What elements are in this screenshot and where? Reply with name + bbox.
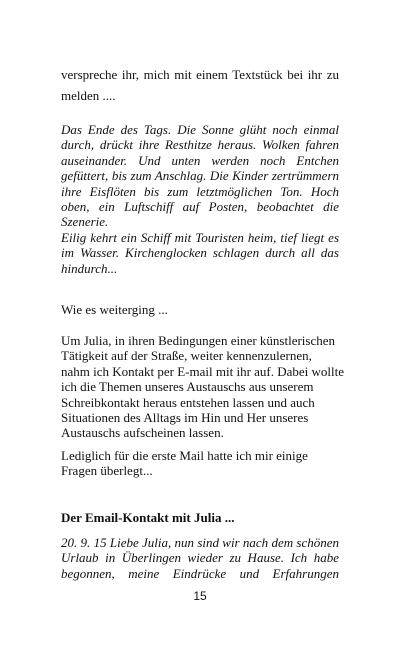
text-line: Szenerie. — [61, 214, 109, 230]
text-line: gefüttert, bis zum Anschlag. Die Kinder zertrümmern — [61, 168, 339, 184]
opening-paragraph — [61, 64, 339, 106]
text-line: Fragen überlegt... — [61, 463, 153, 479]
italic-passage — [61, 122, 339, 276]
paragraph — [61, 333, 345, 441]
paragraph — [61, 448, 339, 479]
text-line: Austauschs aufscheinen lassen. — [61, 425, 224, 441]
text-line: verspreche ihr, mich mit einem Textstück bei ihr zu — [61, 67, 339, 82]
text-line: hindurch... — [61, 260, 118, 276]
text-line: Situationen des Alltags im Hin und Her unseres — [61, 410, 309, 426]
email-excerpt — [61, 535, 339, 581]
text-line: Lediglich für die erste Mail hatte ich mir einige — [61, 448, 308, 463]
text-line: Um Julia, in ihren Bedingungen einer künstlerischen — [61, 333, 336, 348]
text-line: Das Ende des Tags. Die Sonne glüht noch einmal — [61, 122, 339, 137]
text-line: durch, drückt ihre Resthitze heraus. Wolken fahren — [61, 137, 339, 153]
text-line: 20. 9. 15 Liebe Julia, nun sind wir nach dem schönen — [61, 535, 339, 550]
text-line: Schreibkontakt heraus entstehen lassen und auch — [61, 394, 315, 410]
heading-text: Wie es weiterging ... — [61, 302, 168, 317]
text-line: Tätigkeit auf der Straße, weiter kennenzulernen, — [61, 348, 312, 364]
text-line: auseinander. Und unten werden noch Entchen — [61, 152, 339, 168]
text-line: Urlaub in Überlingen wieder zu Hause. Ich habe — [61, 550, 339, 566]
email-section-heading — [61, 509, 339, 527]
text-line: ich die Themen unseres Austauschs aus unserem — [61, 379, 314, 395]
text-line: im Wasser. Kirchenglocken schlagen durch all das — [61, 245, 339, 261]
text-line: begonnen, meine Eindrücke und Erfahrungen — [61, 565, 339, 581]
text-line: melden .... — [61, 88, 116, 103]
section-heading — [61, 301, 339, 319]
text-line: Eilig kehrt ein Schiff mit Touristen heim, tief liegt es — [61, 229, 339, 245]
page-number: 15 — [193, 589, 207, 603]
text-line: ihre Eisflöten bis zum letztmöglichen Ton. Hoch — [61, 183, 339, 199]
text-line: oben, ein Luftschiff auf Posten, beobachtet die — [61, 199, 339, 215]
heading-text: Der Email-Kontakt mit Julia ... — [61, 510, 235, 525]
text-line: nahm ich Kontakt per E-mail mit ihr auf. Dabei wollte — [61, 363, 345, 379]
